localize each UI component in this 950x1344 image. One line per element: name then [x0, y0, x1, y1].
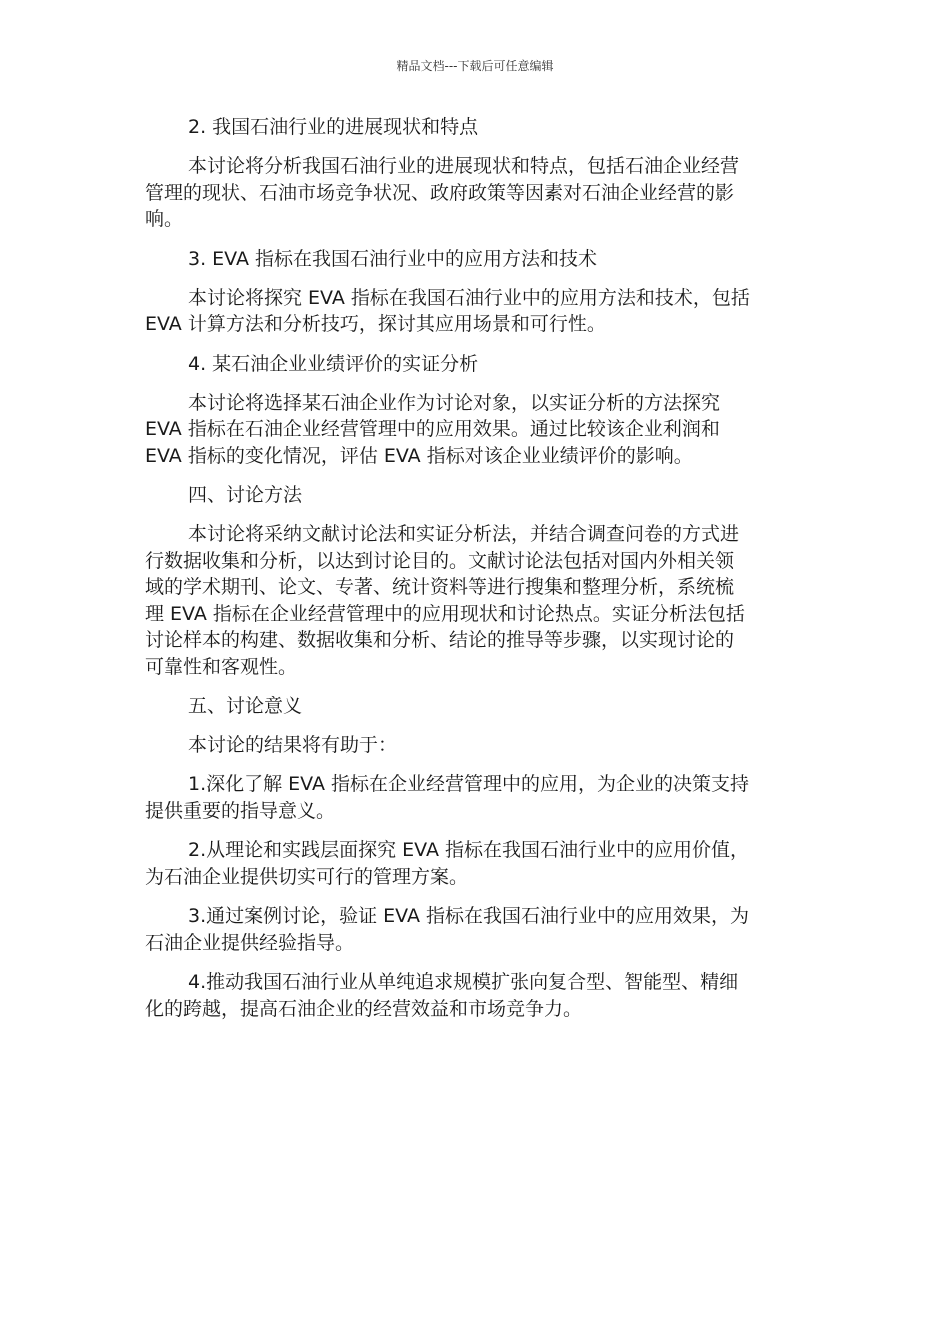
text-line: 本讨论将探究 EVA 指标在我国石油行业中的应用方法和技术，包括	[188, 286, 750, 309]
text-line: 石油企业提供经验指导。	[145, 931, 355, 954]
text-line: 2.从理论和实践层面探究 EVA 指标在我国石油行业中的应用价值，	[188, 839, 749, 861]
text-line: 4.推动我国石油行业从单纯追求规模扩张向复合型、智能型、精细	[188, 971, 739, 993]
text-line: 提供重要的指导意义。	[145, 799, 336, 822]
text-line: 本讨论将分析我国石油行业的进展现状和特点，包括石油企业经营	[188, 155, 740, 177]
text-line: EVA 计算方法和分析技巧，探讨其应用场景和可行性。	[145, 313, 606, 335]
text-line: 本讨论将选择某石油企业作为讨论对象，以实证分析的方法探究	[188, 391, 721, 414]
text-line: 本讨论将采纳文献讨论法和实证分析法，并结合调查问卷的方式进	[188, 523, 740, 545]
text-line: 域的学术期刊、论文、专著、统计资料等进行搜集和整理分析，系统梳	[145, 576, 735, 598]
paragraph	[145, 153, 805, 233]
list-item	[145, 837, 805, 890]
text-line: 理 EVA 指标在企业经营管理中的应用现状和讨论热点。实证分析法包括	[145, 602, 745, 625]
text-line: 3.通过案例讨论，验证 EVA 指标在我国石油行业中的应用效果，为	[188, 905, 749, 927]
section-heading-4: 4. 某石油企业业绩评价的实证分析	[188, 352, 479, 375]
paragraph	[145, 521, 805, 680]
text-line: 行数据收集和分析，以达到讨论目的。文献讨论法包括对国内外相关领	[145, 549, 735, 572]
text-line: 1.深化了解 EVA 指标在企业经营管理中的应用，为企业的决策支持	[188, 773, 749, 795]
intro-line: 本讨论的结果将有助于：	[188, 734, 398, 756]
text-line: 化的跨越，提高石油企业的经营效益和市场竞争力。	[145, 997, 583, 1020]
text-line: 响。	[145, 208, 184, 230]
paragraph	[145, 390, 805, 470]
text-line: 管理的现状、石油市场竞争状况、政府政策等因素对石油企业经营的影	[145, 181, 735, 204]
page-header: 精品文档---下载后可任意编辑	[396, 59, 554, 73]
section-heading-significance: 五、讨论意义	[188, 695, 303, 717]
text-line: EVA 指标的变化情况，评估 EVA 指标对该企业业绩评价的影响。	[145, 444, 693, 467]
list-item	[145, 903, 805, 956]
text-line: 讨论样本的构建、数据收集和分析、结论的推导等步骤，以实现讨论的	[145, 629, 735, 651]
list-item	[145, 969, 805, 1022]
document-body	[145, 114, 805, 1022]
paragraph	[145, 285, 805, 338]
text-line: 可靠性和客观性。	[145, 655, 298, 678]
section-heading-methods: 四、讨论方法	[188, 484, 303, 506]
text-line: 为石油企业提供切实可行的管理方案。	[145, 865, 469, 888]
section-heading-3: 3. EVA 指标在我国石油行业中的应用方法和技术	[188, 247, 597, 270]
text-line: EVA 指标在石油企业经营管理中的应用效果。通过比较该企业利润和	[145, 418, 720, 440]
section-heading-2: 2. 我国石油行业的进展现状和特点	[188, 116, 479, 138]
list-item	[145, 771, 805, 824]
